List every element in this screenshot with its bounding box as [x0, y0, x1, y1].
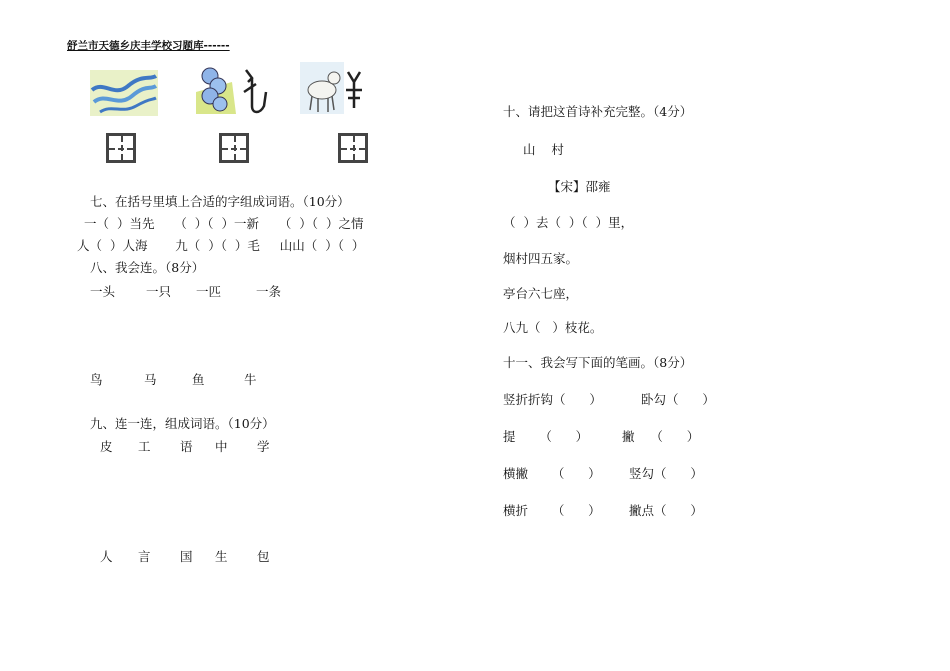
q8-bottom-item[interactable]: 马	[144, 372, 157, 387]
water-waves-icon	[90, 70, 158, 116]
poem-line-2: 烟村四五家。	[503, 251, 579, 266]
q8-title: 八、我会连。（8分）	[90, 260, 205, 275]
stroke-item[interactable]: 撇点（ ）	[629, 503, 703, 518]
q8-bottom-item[interactable]: 牛	[244, 372, 257, 387]
q9-bottom-item[interactable]: 包	[257, 549, 270, 564]
q9-bottom-item[interactable]: 生	[215, 549, 228, 564]
q8-top-item[interactable]: 一头	[90, 284, 116, 299]
stroke-item[interactable]: 卧勾（ ）	[641, 392, 715, 407]
poem-line-1[interactable]: （ ）去（ ）（ ）里，	[503, 215, 634, 230]
q9-title: 九、连一连，组成词语。（10分）	[90, 416, 275, 431]
q9-bottom-item[interactable]: 人	[100, 549, 113, 564]
insect-oracle-icon	[196, 62, 272, 114]
poem-line-3: 亭台六七座，	[503, 286, 579, 301]
q8-top-item[interactable]: 一条	[256, 284, 282, 299]
stroke-item[interactable]: 横折 （ ）	[503, 503, 601, 518]
stroke-item[interactable]: 竖折折钩（ ）	[503, 392, 602, 407]
stroke-item[interactable]: 撇 （ ）	[622, 429, 700, 444]
poem-title: 山 村	[523, 142, 564, 157]
q8-top-item[interactable]: 一只	[146, 284, 172, 299]
writing-grid-2[interactable]	[219, 133, 249, 163]
q8-bottom-item[interactable]: 鸟	[90, 372, 103, 387]
q9-top-item[interactable]: 工	[138, 439, 151, 454]
stroke-item[interactable]: 竖勾（ ）	[629, 466, 703, 481]
poem-line-4[interactable]: 八九（ ）枝花。	[503, 320, 603, 335]
q10-title: 十、请把这首诗补充完整。（4分）	[503, 104, 693, 119]
q9-top-item[interactable]: 学	[257, 439, 270, 454]
q8-bottom-item[interactable]: 鱼	[192, 372, 205, 387]
q9-bottom-item[interactable]: 国	[180, 549, 193, 564]
writing-grid-1[interactable]	[106, 133, 136, 163]
q11-title: 十一、我会写下面的笔画。（8分）	[503, 355, 693, 370]
q9-top-item[interactable]: 皮	[100, 439, 113, 454]
q7-row-1: 一（ ）当先 （ ）（ ）一新 （ ）（ ）之情	[84, 216, 364, 231]
q7-title: 七、在括号里填上合适的字组成词语。（10分）	[90, 194, 350, 209]
q9-top-item[interactable]: 中	[215, 439, 228, 454]
goat-oracle-icon	[300, 62, 372, 114]
page-header: 舒兰市天德乡庆丰学校习题库------	[67, 40, 230, 52]
q7-row-2: 人（ ）人海 九（ ）（ ）毛 山山（ ）（ ）	[77, 238, 365, 253]
q9-top-item[interactable]: 语	[180, 439, 193, 454]
poem-author: 【宋】邵雍	[548, 179, 611, 194]
stroke-item[interactable]: 提 （ ）	[503, 429, 589, 444]
writing-grid-3[interactable]	[338, 133, 368, 163]
q8-top-item[interactable]: 一匹	[196, 284, 222, 299]
stroke-item[interactable]: 横撇 （ ）	[503, 466, 601, 481]
q9-bottom-item[interactable]: 言	[138, 549, 151, 564]
